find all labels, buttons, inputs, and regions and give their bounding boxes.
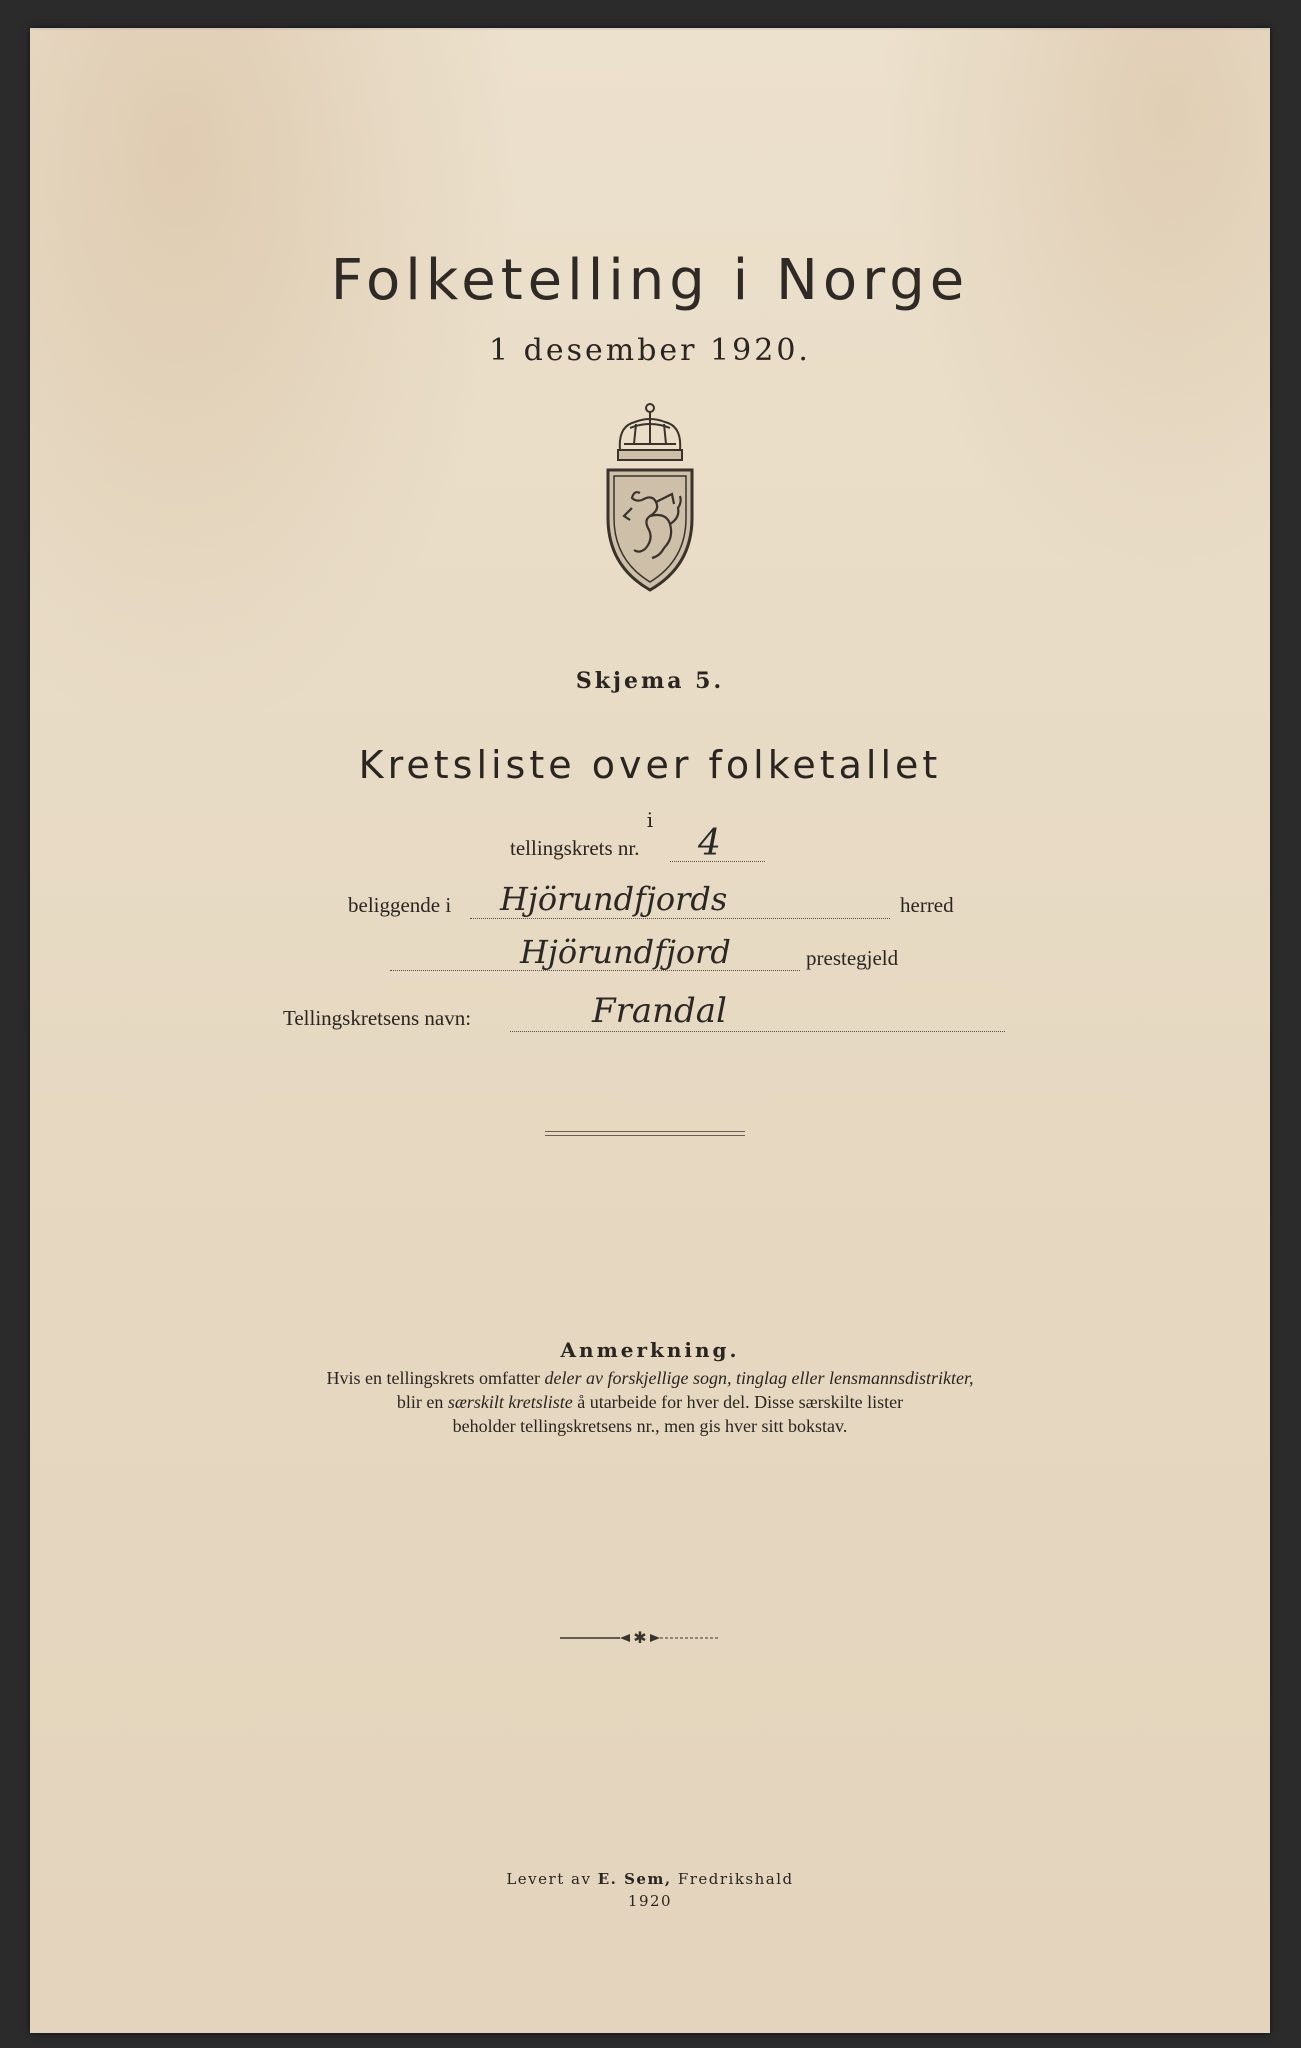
remark-text: [220, 1366, 1080, 1438]
beliggende-label: beliggende i: [348, 893, 452, 917]
remark-line-3: beholder tellingskretsens nr., men gis hver sitt bokstav.: [452, 1416, 848, 1436]
remark-line-1: Hvis en tellingskrets omfatter deler av forskjellige sogn, tinglag eller lensmannsdistrikter,: [326, 1368, 974, 1388]
remark-title: Anmerkning.: [560, 1338, 740, 1362]
navn-label: Tellingskretsens navn:: [283, 1006, 472, 1030]
navn-handwritten-value: Frandal: [592, 991, 727, 1031]
paper-edge: [30, 28, 1270, 30]
tellingskrets-handwritten-value: 4: [698, 823, 721, 864]
prestegjeld-label: prestegjeld: [806, 946, 899, 970]
navn-dotted-line: [510, 1031, 1005, 1032]
beliggende-handwritten-value: Hjörundfjords: [500, 880, 728, 918]
ornament-divider-icon: [560, 1628, 720, 1648]
printer-year: 1920: [627, 1892, 673, 1910]
herred-label: herred: [900, 893, 954, 917]
beliggende-dotted-line: [470, 918, 890, 919]
document-title: Folketelling i Norge: [330, 248, 970, 313]
svg-text:✱: ✱: [633, 1628, 647, 1647]
printer-line: Levert av E. Sem, Fredrikshald: [506, 1870, 794, 1888]
form-heading: Kretsliste over folketallet: [358, 743, 942, 787]
schema-number: Skjema 5.: [575, 668, 725, 694]
remark-line-2: blir en særskilt kretsliste å utarbeide for hver del. Disse særskilte lister: [396, 1392, 904, 1412]
connector-i: i: [646, 808, 654, 832]
printer-credit: [30, 1868, 1270, 1912]
tellingskrets-label: tellingskrets nr.: [510, 836, 640, 860]
document-date: 1 desember 1920.: [489, 333, 811, 368]
census-form-page: [30, 28, 1270, 2033]
norwegian-coat-of-arms-icon: [590, 398, 710, 598]
section-divider: [545, 1131, 745, 1136]
prestegjeld-handwritten-value: Hjörundfjord: [520, 933, 731, 971]
